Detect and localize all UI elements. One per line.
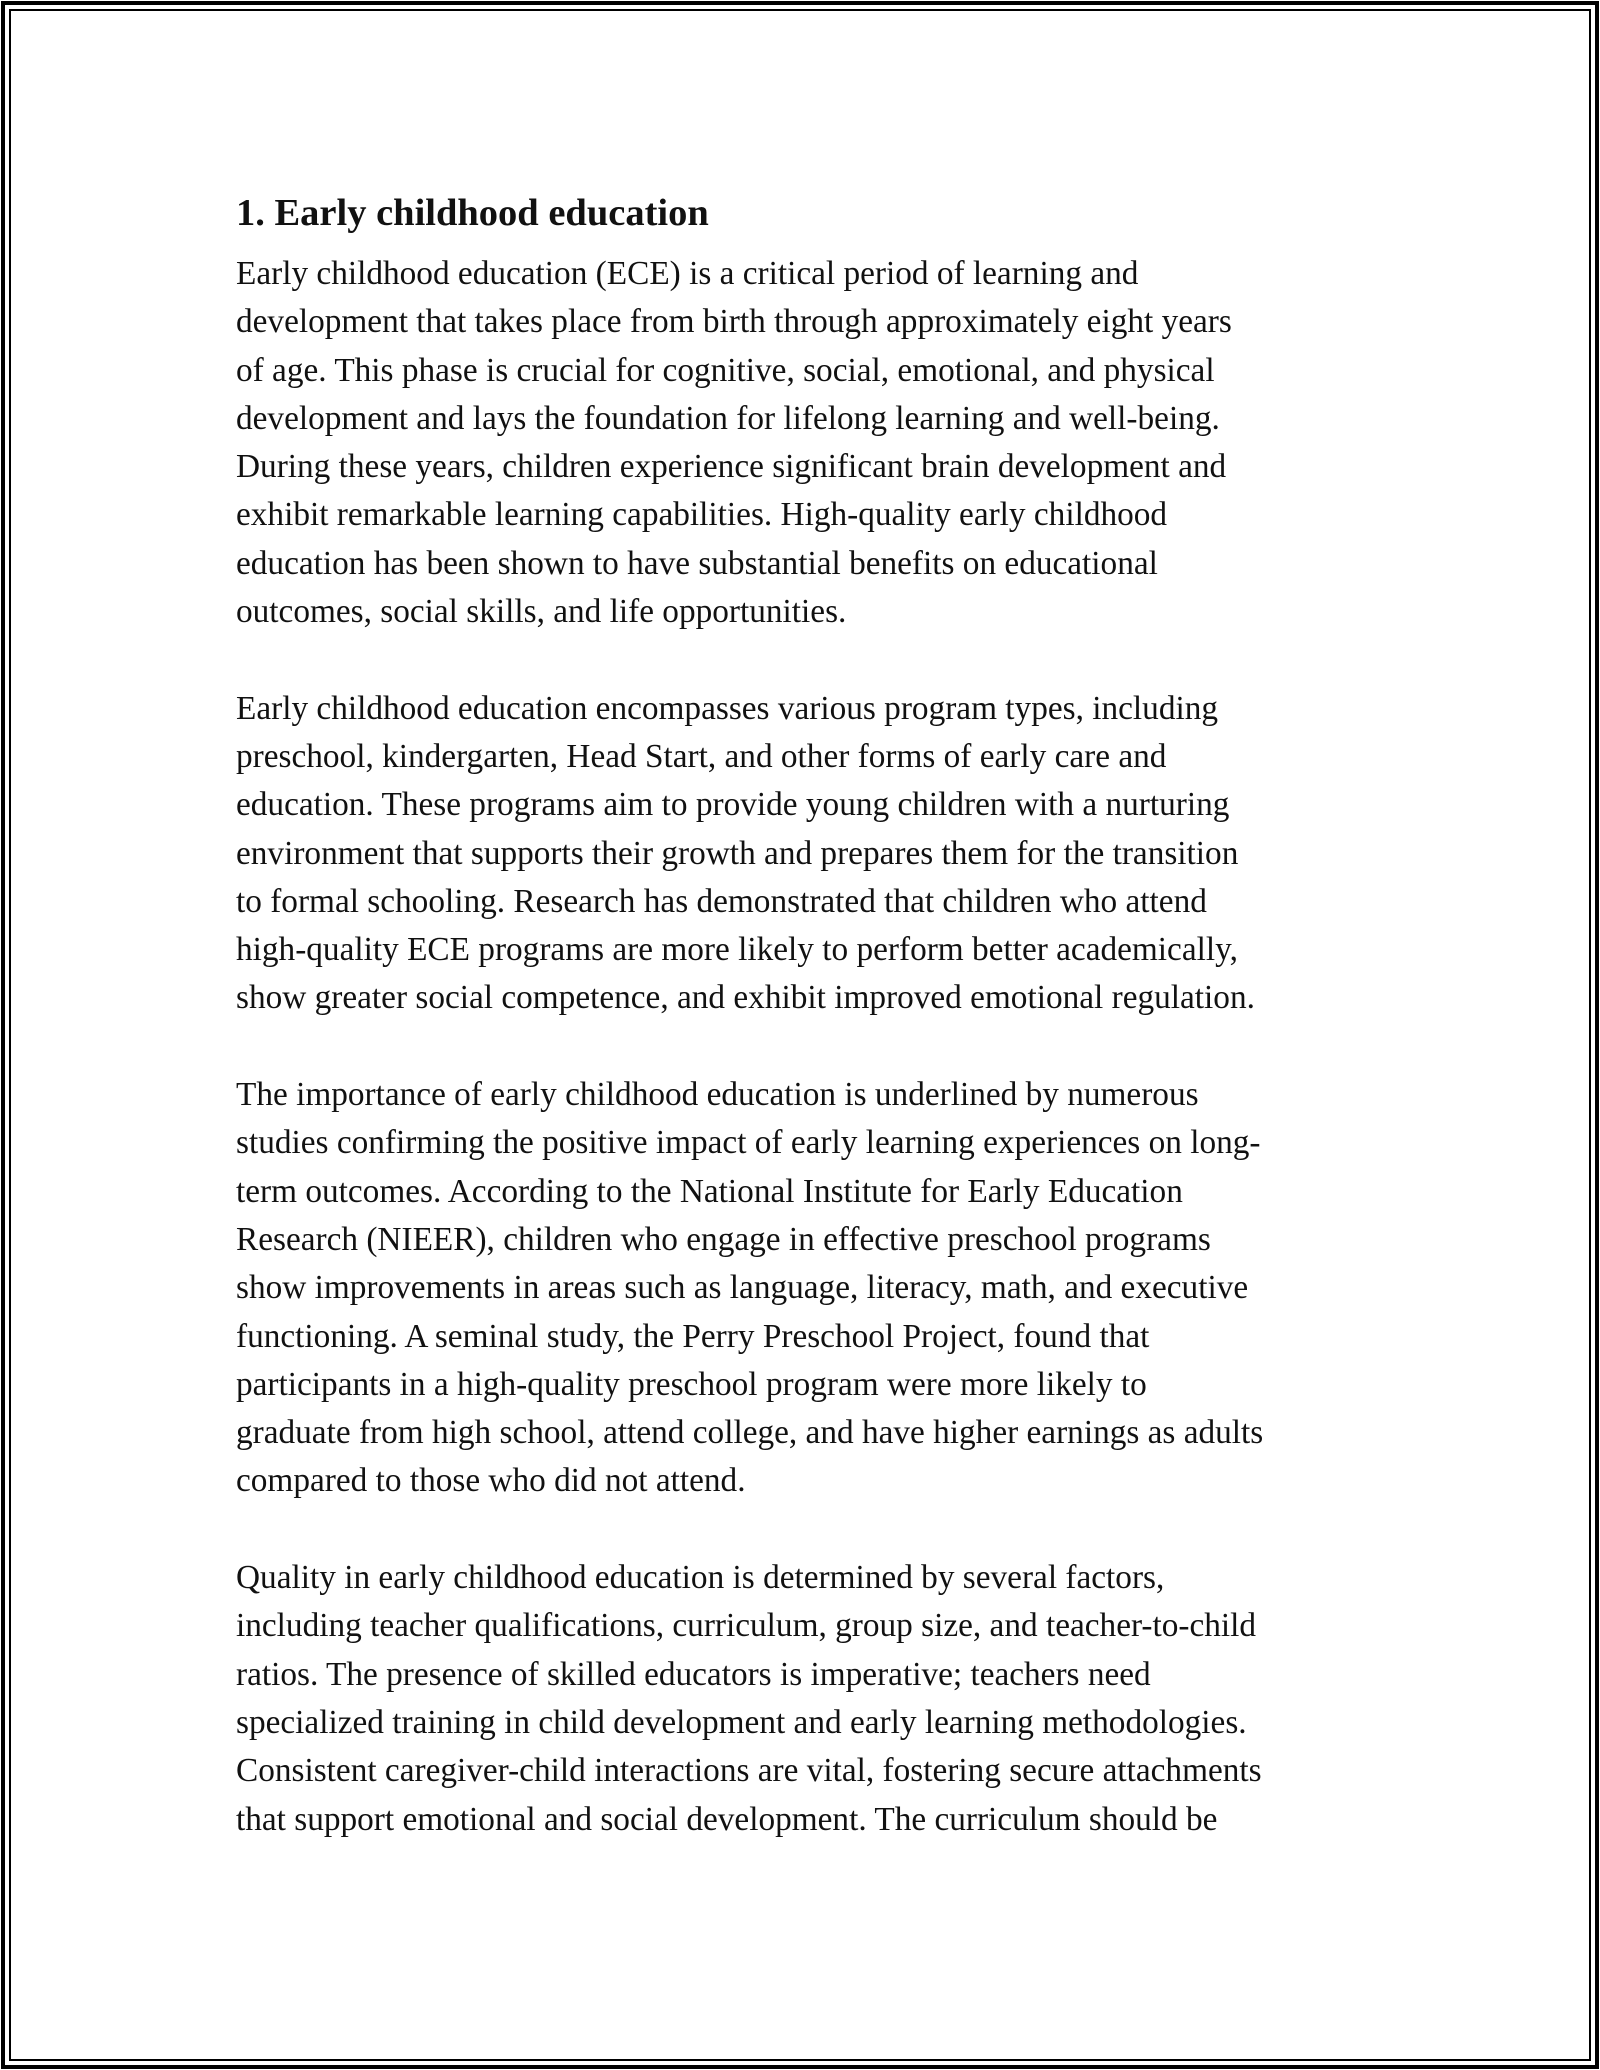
paragraph-line: that support emotional and social development. The curriculum should be xyxy=(236,1800,1218,1838)
paragraph-line: Early childhood education encompasses various program types, including xyxy=(236,689,1219,727)
paragraph-line: Early childhood education (ECE) is a critical period of learning and xyxy=(236,255,1139,292)
paragraph-line: graduate from high school, attend college, and have higher earnings as adults xyxy=(236,1414,1264,1452)
paragraph-line: show improvements in areas such as language, literacy, math, and executive xyxy=(236,1269,1249,1307)
paragraph-line: compared to those who did not attend. xyxy=(236,1462,746,1500)
paragraph-4 xyxy=(236,1554,1386,1844)
document-body xyxy=(236,180,1386,1844)
section-heading: 1. Early childhood education xyxy=(236,192,709,234)
paragraph-line: preschool, kindergarten, Head Start, and other forms of early care and xyxy=(236,737,1167,775)
paragraph-line: term outcomes. According to the National Institute for Early Education xyxy=(236,1172,1183,1210)
paragraph-line: education has been shown to have substantial benefits on educational xyxy=(236,544,1158,582)
paragraph-line: During these years, children experience significant brain development and xyxy=(236,448,1227,486)
paragraph-line: outcomes, social skills, and life opportunities. xyxy=(236,593,847,631)
paragraph-line: Consistent caregiver-child interactions are vital, fostering secure attachments xyxy=(236,1752,1262,1790)
paragraph-line: functioning. A seminal study, the Perry Preschool Project, found that xyxy=(236,1317,1150,1355)
paragraph-line: development and lays the foundation for lifelong learning and well-being. xyxy=(236,399,1220,437)
paragraph-1 xyxy=(236,250,1386,636)
paragraph-line: Research (NIEER), children who engage in effective preschool programs xyxy=(236,1220,1211,1258)
paragraph-line: high-quality ECE programs are more likely to perform better academically, xyxy=(236,931,1238,969)
paragraph-2 xyxy=(236,685,1386,1023)
paragraph-line: studies confirming the positive impact of early learning experiences on long- xyxy=(236,1124,1261,1162)
paragraph-3 xyxy=(236,1071,1386,1506)
paragraph-line: Quality in early childhood education is determined by several factors, xyxy=(236,1559,1165,1597)
paragraph-line: of age. This phase is crucial for cognitive, social, emotional, and physical xyxy=(236,351,1215,389)
paragraph-line: education. These programs aim to provide young children with a nurturing xyxy=(236,786,1230,824)
paragraph-line: The importance of early childhood education is underlined by numerous xyxy=(236,1076,1199,1114)
paragraph-line: exhibit remarkable learning capabilities. High-quality early childhood xyxy=(236,496,1168,534)
paragraph-line: show greater social competence, and exhibit improved emotional regulation. xyxy=(236,979,1255,1017)
paragraph-line: environment that supports their growth and prepares them for the transition xyxy=(236,834,1239,872)
paragraph-line: including teacher qualifications, curriculum, group size, and teacher-to-child xyxy=(236,1607,1257,1645)
paragraph-line: development that takes place from birth through approximately eight years xyxy=(236,303,1232,341)
paragraph-line: participants in a high-quality preschool program were more likely to xyxy=(236,1365,1147,1403)
paragraph-line: ratios. The presence of skilled educators is imperative; teachers need xyxy=(236,1655,1151,1693)
paragraph-line: to formal schooling. Research has demonstrated that children who attend xyxy=(236,882,1207,920)
paragraph-line: specialized training in child development and early learning methodologies. xyxy=(236,1703,1247,1741)
